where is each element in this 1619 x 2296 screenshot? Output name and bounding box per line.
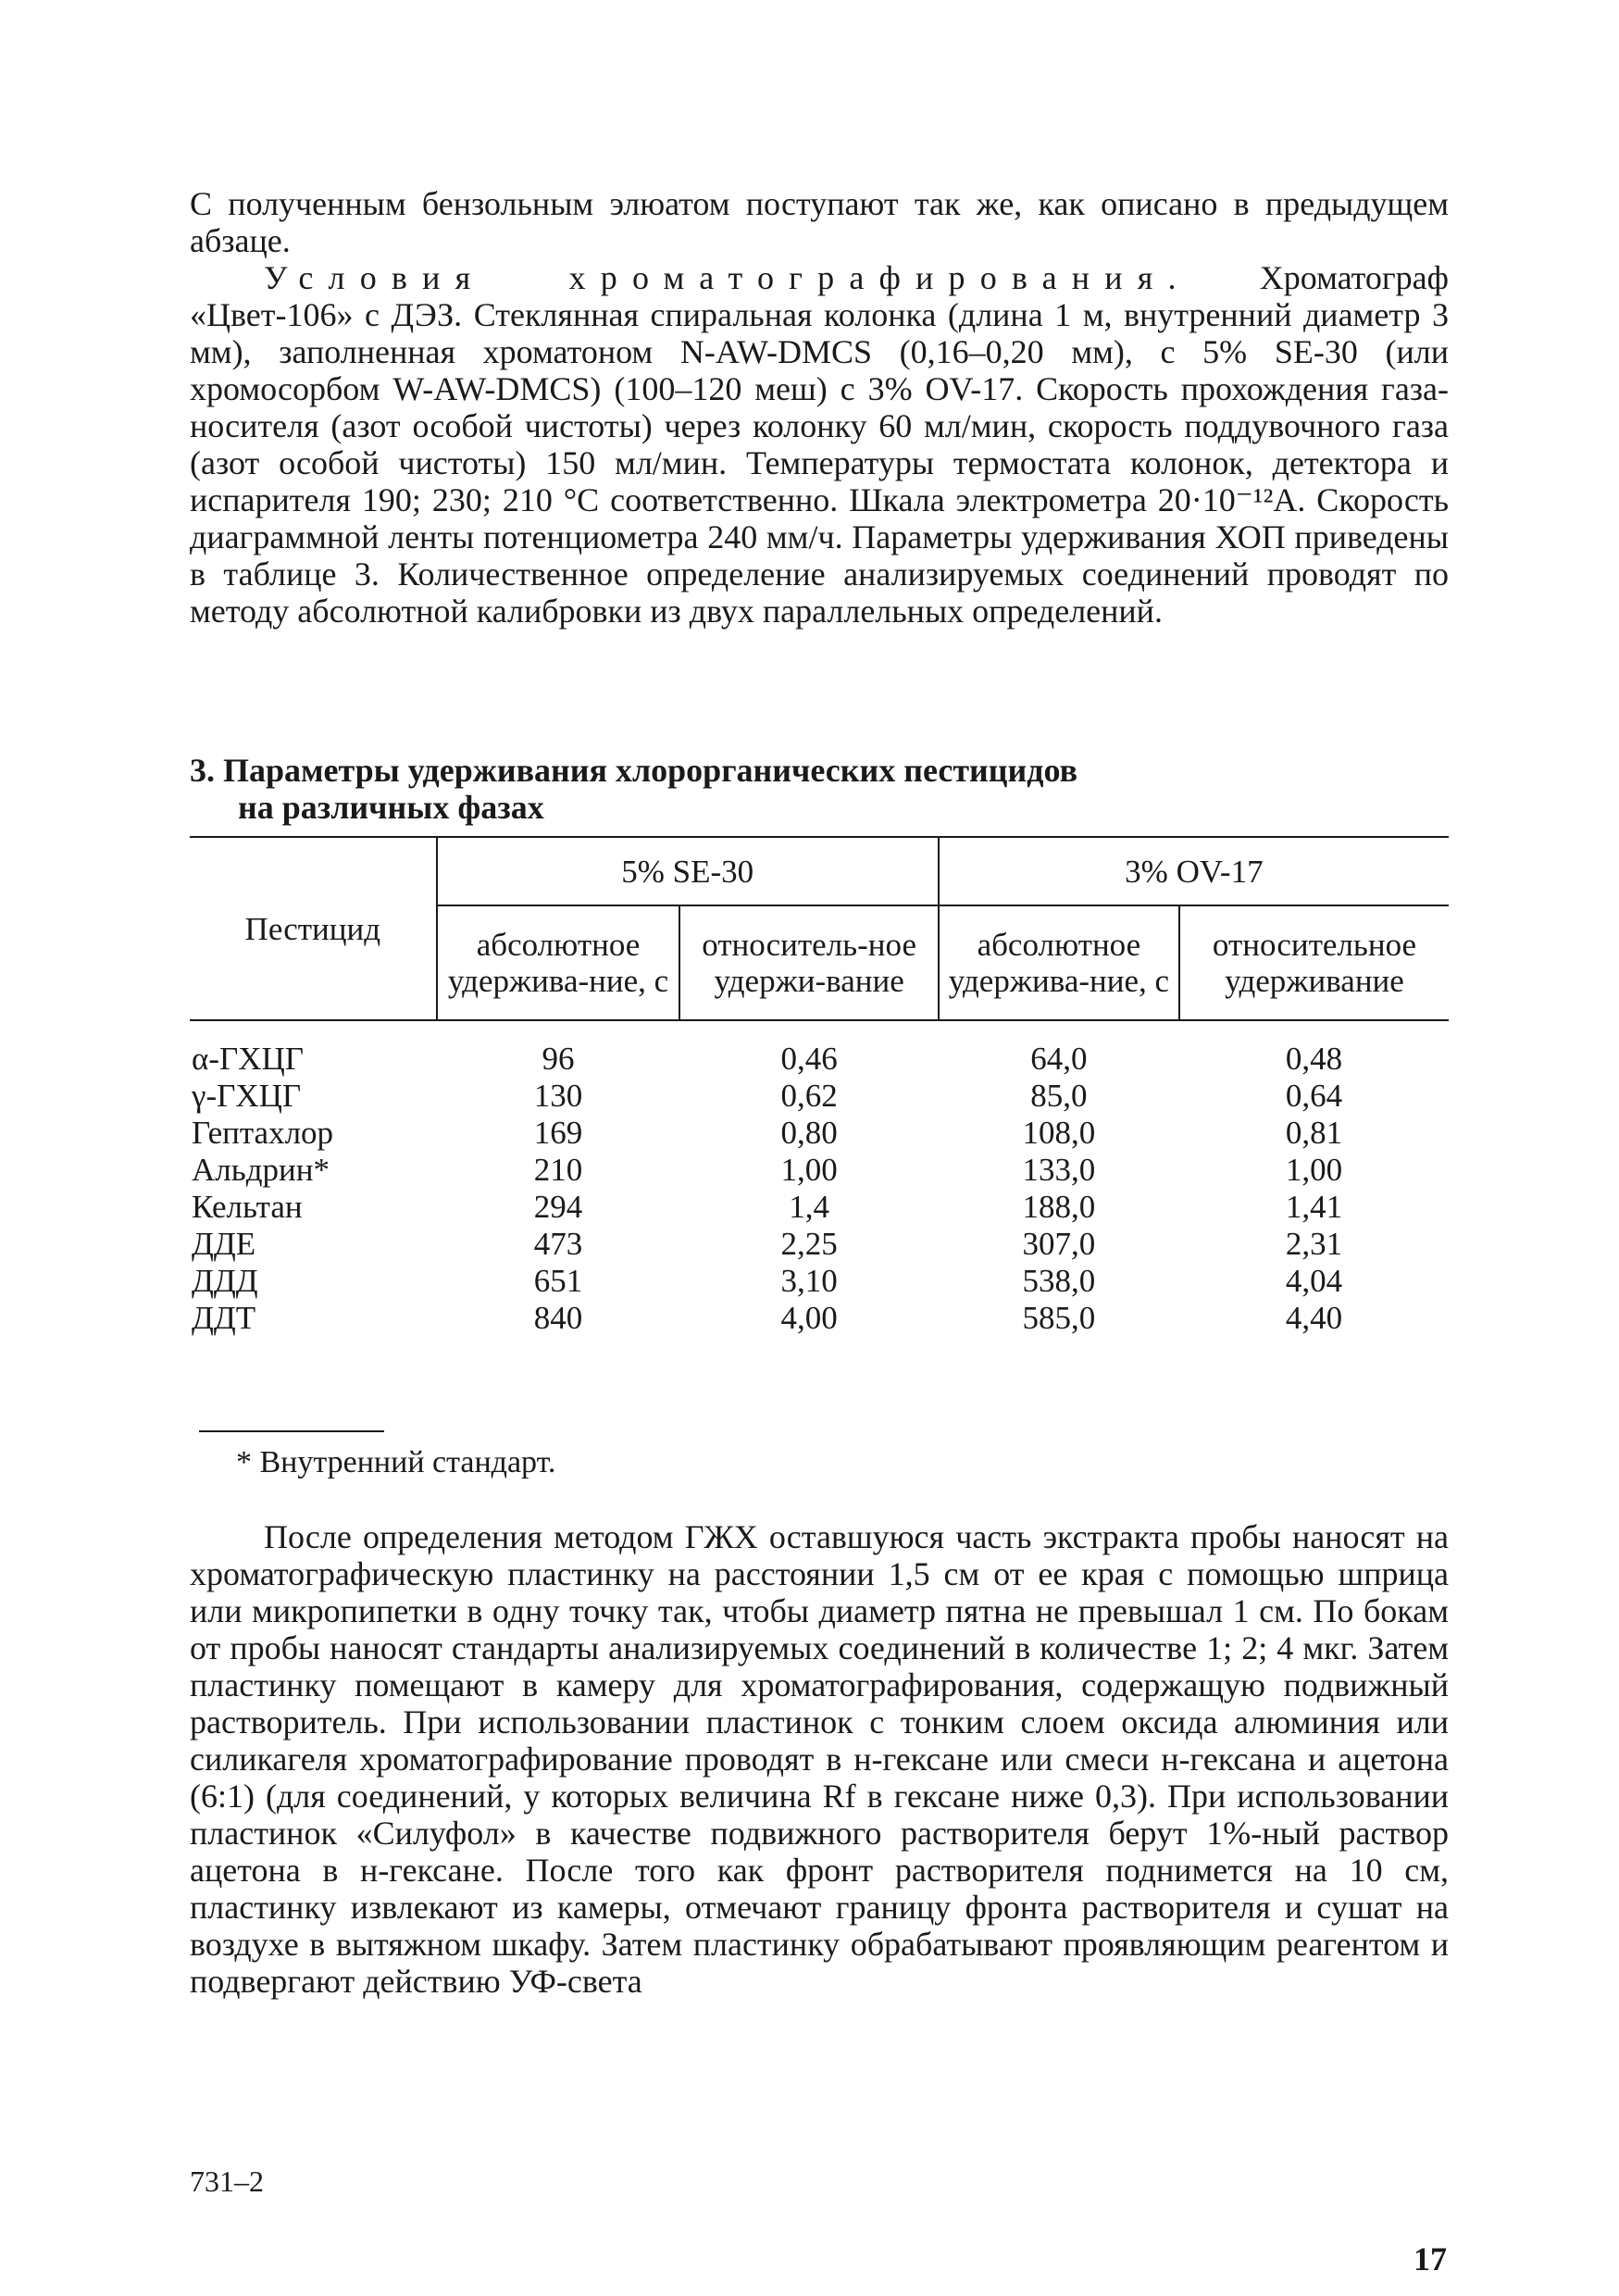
printer-signature: 731–2 [190,2165,264,2198]
table-row [190,1225,1449,1262]
rel-ov17: 1,00 [1285,1151,1343,1188]
abs-ov17: 188,0 [1022,1188,1096,1225]
table-row [190,1151,1449,1188]
abs-se30: 96 [542,1040,575,1077]
rel-se30: 1,4 [789,1188,829,1225]
table-title [190,752,1077,826]
rel-ov17: 0,81 [1285,1114,1343,1151]
table-row [190,1077,1449,1114]
table-row [190,1020,1449,1077]
footnote: * Внутренний стандарт. [236,1445,556,1479]
abs-ov17: 64,0 [1030,1040,1088,1077]
intro-block [190,185,1449,630]
header-abs-se30: абсолютное удержива-ние, с [437,905,680,1020]
rel-ov17: 1,41 [1285,1188,1343,1225]
pesticide-name: Гептахлор [192,1114,334,1151]
rel-se30: 4,00 [780,1299,838,1336]
header-phase-ov17: 3% OV-17 [939,837,1449,905]
abs-ov17: 307,0 [1022,1225,1096,1262]
rel-ov17: 0,64 [1285,1077,1343,1114]
retention-table [190,836,1449,1336]
abs-se30: 210 [533,1151,583,1188]
abs-se30: 651 [533,1262,583,1299]
rel-ov17: 4,40 [1285,1299,1343,1336]
abs-se30: 294 [533,1188,583,1225]
abs-se30: 840 [533,1299,583,1336]
rel-ov17: 2,31 [1285,1225,1343,1262]
rel-se30: 1,00 [780,1151,838,1188]
header-rel-se30: относитель-ное удержи-вание [679,905,938,1020]
pesticide-name: Альдрин* [192,1151,330,1188]
abs-se30: 130 [533,1077,583,1114]
table-title-line1: 3. Параметры удерживания хлорорганических пестицидов [190,752,1078,789]
body-block [190,1518,1449,2000]
pesticide-name: ДДД [192,1262,258,1299]
header-phase-se30: 5% SE-30 [437,837,939,905]
pesticide-name: Кельтан [192,1188,303,1225]
page-number: 17 [1414,2240,1447,2277]
abs-ov17: 108,0 [1022,1114,1096,1151]
header-rel-ov17: относительное удерживание [1179,905,1449,1020]
rel-se30: 3,10 [780,1262,838,1299]
table-row [190,1188,1449,1225]
pesticide-name: γ-ГХЦГ [192,1077,302,1114]
body-paragraph: После определения методом ГЖХ оставшуюся часть экстракта пробы наносят на хроматографическую пластинку на расстоянии 1,5 см от ее края с помощью шприца или микропипетки в одну точку так, чтобы диаметр пятна не превышал 1 см. По бокам от пробы наносят стандарты анализируемых соединений в количестве 1; 2; 4 мкг. Затем пластинку помещают в камеру для хроматографирования, содержащую подвижный растворитель. При использовании пластинок с тонким слоем оксида алюминия или силикагеля хроматографирование проводят в н-гексане или смеси н-гексана и ацетона (6:1) (для соединений, у которых величина Rf в гексане ниже 0,3). При использовании пластинок «Силуфол» в качестве подвижного растворителя берут 1%-ный раствор ацетона в н-гексане. После того как фронт растворителя поднимется на 10 см, пластинку извлекают из камеры, отмечают границу фронта растворителя и сушат на воздухе в вытяжном шкафу. Затем пластинку обрабатывают проявляющим реагентом и подвергают действию УФ-света [190,1518,1449,2000]
conditions-paragraph [190,259,1449,630]
pesticide-name: ДДЕ [192,1225,256,1262]
abs-se30: 473 [533,1225,583,1262]
abs-ov17: 585,0 [1022,1299,1096,1336]
conditions-title: Условия хроматографирования. [264,259,1191,296]
abs-ov17: 133,0 [1022,1151,1096,1188]
pesticide-name: ДДТ [192,1299,256,1336]
table-row [190,1114,1449,1151]
footnote-rule [199,1430,384,1432]
abs-se30: 169 [533,1114,583,1151]
rel-se30: 0,62 [780,1077,838,1114]
table-title-line2: на различных фазах [238,789,544,826]
abs-ov17: 85,0 [1030,1077,1088,1114]
rel-ov17: 4,04 [1285,1262,1343,1299]
rel-se30: 0,80 [780,1114,838,1151]
table-row [190,1299,1449,1336]
pesticide-name: α-ГХЦГ [192,1040,305,1077]
rel-ov17: 0,48 [1285,1040,1343,1077]
rel-se30: 0,46 [780,1040,838,1077]
table-row [190,1262,1449,1299]
abs-ov17: 538,0 [1022,1262,1096,1299]
conditions-text: Хроматограф «Цвет-106» с ДЭЗ. Стеклянная спиральная колонка (длина 1 м, внутренний диаметр 3 мм), заполненная хроматоном N-AW-DMCS (0,16–0,20 мм), с 5% SE-30 (или хромосорбом W-AW-DMCS) (100–120 меш) с 3% OV-17. Скорость прохождения газа-носителя (азот особой чистоты) через колонку 60 мл/мин, скорость поддувочного газа (азот особой чистоты) 150 мл/мин. Температуры термостата колонок, детектора и испарителя 190; 230; 210 °С соответственно. Шкала электрометра 20·10⁻¹²А. Скорость диаграммной ленты потенциометра 240 мм/ч. Параметры удерживания ХОП приведены в таблице 3. Количественное определение анализируемых соединений проводят по методу абсолютной калибровки из двух параллельных определений. [190,259,1449,630]
header-abs-ov17: абсолютное удержива-ние, с [939,905,1179,1020]
header-pesticide: Пестицид [190,837,437,1020]
rel-se30: 2,25 [780,1225,838,1262]
intro-paragraph: С полученным бензольным элюатом поступают так же, как описано в предыдущем абзаце. [190,185,1449,259]
